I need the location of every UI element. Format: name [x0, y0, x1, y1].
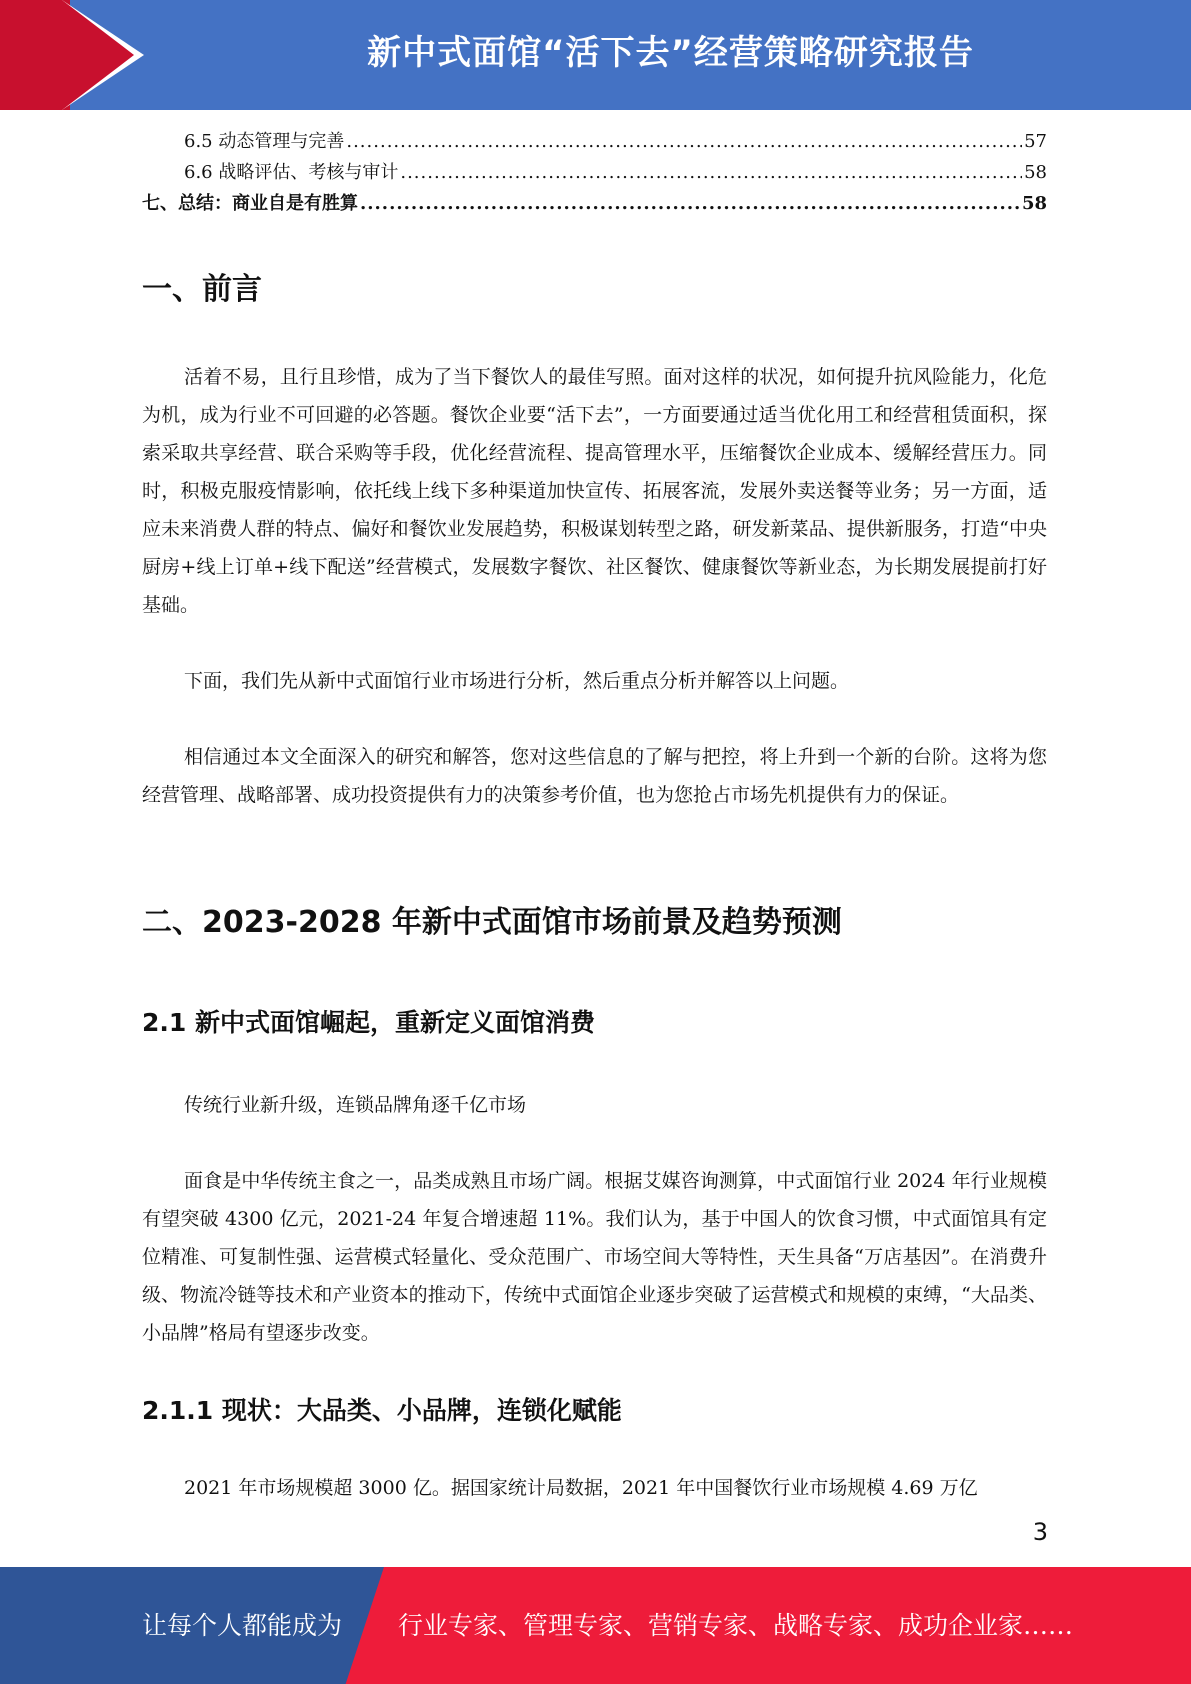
toc-leader-dots: [346, 126, 1022, 157]
subsection-heading-2-1-1: 2.1.1 现状：大品类、小品牌，连锁化赋能: [142, 1396, 622, 1425]
page-header: [0, 0, 1191, 110]
header-arrow-inner: [62, 0, 134, 110]
subsection-paragraph: 2021 年市场规模超 3000 亿。据国家统计局数据，2021 年中国餐饮行业市场规模 4.69 万亿: [184, 1477, 978, 1499]
header-title: 新中式面馆“活下去”经营策略研究报告: [367, 33, 974, 73]
table-of-contents: [142, 126, 1047, 219]
toc-entry-page: 58: [1021, 193, 1047, 214]
section-heading-market: 二、2023-2028 年新中式面馆市场前景及趋势预测: [142, 905, 842, 940]
footer-slogan-left: 让每个人都能成为: [142, 1611, 343, 1640]
toc-leader-dots: [360, 188, 1020, 219]
toc-entry-title: 七、总结：商业自是有胜算: [142, 193, 358, 214]
toc-entry[interactable]: [142, 188, 1047, 219]
toc-entry-page: 57: [1024, 131, 1047, 152]
toc-entry-title: 6.6 战略评估、考核与审计: [184, 162, 399, 183]
toc-entry[interactable]: [142, 157, 1047, 188]
subsection-heading-2-1: 2.1 新中式面馆崛起，重新定义面馆消费: [142, 1008, 595, 1037]
preface-paragraph: 相信通过本文全面深入的研究和解答，您对这些信息的了解与把控，将上升到一个新的台阶。这将为您经营管理、战略部署、成功投资提供有力的决策参考价值，也为您抢占市场先机提供有力的保证。: [142, 746, 1047, 806]
header-red-block: [0, 0, 70, 110]
footer-slogan-right: 行业专家、管理专家、营销专家、战略专家、成功企业家……: [398, 1611, 1074, 1640]
subsection-paragraph: 传统行业新升级，连锁品牌角逐千亿市场: [184, 1094, 527, 1116]
toc-entry[interactable]: [142, 126, 1047, 157]
page-footer: [0, 1567, 1191, 1684]
toc-entry-page: 58: [1024, 162, 1047, 183]
toc-leader-dots: [400, 157, 1022, 188]
preface-paragraph: 下面，我们先从新中式面馆行业市场进行分析，然后重点分析并解答以上问题。: [184, 670, 850, 692]
page-number: 3: [1032, 1518, 1048, 1546]
toc-entry-title: 6.5 动态管理与完善: [184, 131, 345, 152]
subsection-paragraph: 面食是中华传统主食之一，品类成熟且市场广阔。根据艾媒咨询测算，中式面馆行业 2024 年行业规模有望突破 4300 亿元，2021-24 年复合增速超 11%。我们认为，基于中国人的饮食习惯，中式面馆具有定位精准、可复制性强、运营模式轻量化、受众范围广、市场空间大等特性，天生具备“万店基因”。在消费升级、物流冷链等技术和产业资本的推动下，传统中式面馆企业逐步突破了运营模式和规模的束缚，“大品类、小品牌”格局有望逐步改变。: [142, 1170, 1047, 1344]
section-heading-preface: 一、前言: [142, 272, 262, 307]
preface-paragraph: 活着不易，且行且珍惜，成为了当下餐饮人的最佳写照。面对这样的状况，如何提升抗风险能力，化危为机，成为行业不可回避的必答题。餐饮企业要“活下去”，一方面要通过适当优化用工和经营租赁面积，探索采取共享经营、联合采购等手段，优化经营流程、提高管理水平，压缩餐饮企业成本、缓解经营压力。同时，积极克服疫情影响，依托线上线下多种渠道加快宣传、拓展客流，发展外卖送餐等业务；另一方面，适应未来消费人群的特点、偏好和餐饮业发展趋势，积极谋划转型之路，研发新菜品、提供新服务，打造“中央厨房+线上订单+线下配送”经营模式，发展数字餐饮、社区餐饮、健康餐饮等新业态，为长期发展提前打好基础。: [142, 366, 1047, 616]
